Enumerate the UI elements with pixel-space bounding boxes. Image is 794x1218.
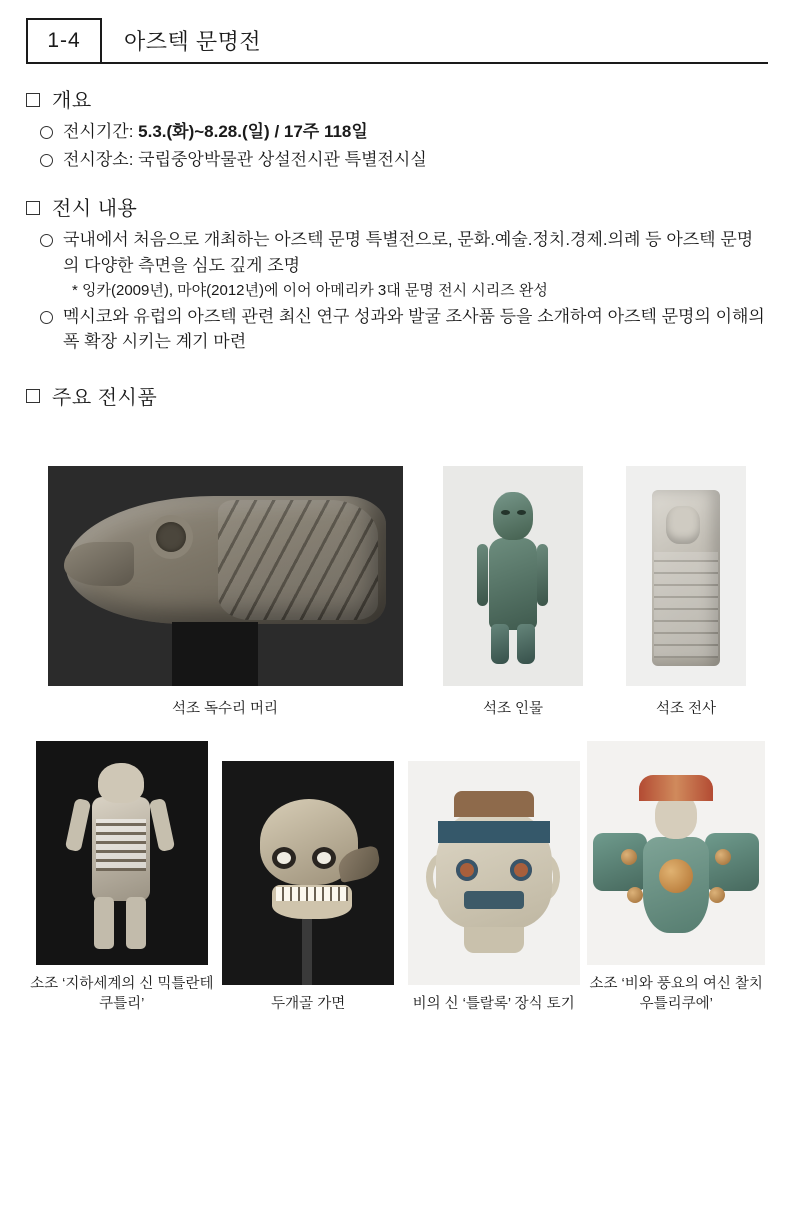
overview-section <box>26 84 768 172</box>
exhibits-section <box>26 381 768 410</box>
figure-caption: 석조 전사 <box>655 700 717 717</box>
mict-right-arm <box>149 798 175 852</box>
overview-heading-label: 개요 <box>52 90 92 112</box>
eagle-feather-texture <box>218 500 378 620</box>
eagle-mount-base <box>172 622 258 686</box>
figure-left-arm <box>477 544 488 606</box>
vessel-foot <box>464 927 524 953</box>
figure-stone-eagle-head <box>30 466 420 720</box>
list-item <box>40 227 768 278</box>
document-header <box>26 18 768 64</box>
vessel-decorative-band <box>438 821 550 843</box>
figure-left-leg <box>491 624 509 664</box>
square-bullet-icon <box>26 201 40 215</box>
mict-left-arm <box>65 798 91 852</box>
overview-list <box>26 119 768 172</box>
figure-left-eye <box>501 510 510 515</box>
figure-stone-warrior <box>606 466 766 720</box>
list-item <box>40 119 768 145</box>
chal-left-panel <box>593 833 647 891</box>
figure-caption: 석조 독수리 머리 <box>171 700 279 717</box>
eagle-eye-shape <box>156 522 186 552</box>
mict-head <box>98 763 144 803</box>
skull-display-stand <box>302 919 312 985</box>
tlaloc-right-eye <box>510 859 532 881</box>
figure-torso <box>489 538 537 630</box>
content-item-1: 국내에서 처음으로 개최하는 아즈텍 문명 특별전으로, 문화.예술.정치.경제.의례 등 아즈텍 문명의 다양한 측면을 심도 깊게 조명 <box>63 230 754 275</box>
stone-warrior-image <box>626 466 746 686</box>
overview-heading <box>26 84 768 113</box>
overview-venue-label: 전시장소: <box>63 149 139 169</box>
figure-caption: 석조 인물 <box>482 700 544 717</box>
section-number: 1-4 <box>26 18 102 64</box>
mictlantecuhtli-image <box>36 741 208 965</box>
content-list <box>26 227 768 355</box>
jade-figure-image <box>443 466 583 686</box>
figure-right-arm <box>537 544 548 606</box>
tlaloc-left-eye <box>456 859 478 881</box>
circle-bullet-icon <box>40 126 53 139</box>
figure-right-leg <box>517 624 535 664</box>
square-bullet-icon <box>26 389 40 403</box>
figure-skull-mask <box>214 761 403 1015</box>
overview-period-text <box>63 119 768 145</box>
chalchiuhtlicue-image <box>587 741 765 965</box>
mict-left-leg <box>94 897 114 949</box>
overview-period-label: 전시기간: <box>63 122 139 141</box>
tlaloc-vessel-image <box>408 761 580 985</box>
square-bullet-icon <box>26 93 40 107</box>
content-heading-label: 전시 내용 <box>52 198 138 220</box>
figure-caption: 소조 ‘비와 풍요의 여신 찰치우틀리쿠에’ <box>589 976 763 1012</box>
circle-bullet-icon <box>40 234 53 247</box>
exhibit-gallery <box>26 466 768 1015</box>
overview-venue-text <box>63 147 768 173</box>
content-item-2: 멕시코와 유럽의 아즈텍 관련 최신 연구 성과와 발굴 조사품 등을 소개하여 아즈텍 문명의 이해의 폭 확장 시키는 계기 마련 <box>63 306 765 352</box>
stone-eagle-head-image <box>48 466 403 686</box>
gallery-row-1 <box>26 466 768 720</box>
list-item <box>40 147 768 173</box>
overview-venue-value: 국립중앙박물관 상설전시관 특별전시실 <box>138 149 427 169</box>
figure-caption: 두개골 가면 <box>271 995 346 1012</box>
figure-jade-figure <box>420 466 606 720</box>
content-heading <box>26 192 768 221</box>
list-item <box>40 304 768 355</box>
mict-rib-texture <box>96 819 146 871</box>
skull-mask-image <box>222 761 394 985</box>
chal-headdress <box>639 775 713 801</box>
content-section <box>26 192 768 355</box>
exhibits-heading-label: 주요 전시품 <box>52 386 158 409</box>
page-title: 아즈텍 문명전 <box>124 28 262 54</box>
skull-teeth <box>276 887 348 901</box>
figure-head <box>493 492 533 540</box>
chal-ornament-dot <box>627 887 643 903</box>
overview-period-value: 5.3.(화)~8.28.(일) / 17주 118일 <box>138 122 368 141</box>
skull-right-eye <box>312 847 336 869</box>
figure-tlaloc-vessel <box>403 761 585 1015</box>
chal-right-panel <box>705 833 759 891</box>
header-title-container <box>102 18 768 64</box>
content-note-1: * 잉카(2009년), 마야(2012년)에 이어 아메리카 3대 문명 전시 시리즈 완성 <box>72 282 548 299</box>
figure-mictlantecuhtli <box>30 741 214 1014</box>
warrior-head-shape <box>666 506 700 544</box>
figure-caption: 비의 신 ‘틀랄록’ 장식 토기 <box>412 995 575 1012</box>
circle-bullet-icon <box>40 154 53 167</box>
exhibits-heading <box>26 381 768 410</box>
skull-left-eye <box>272 847 296 869</box>
eagle-beak-shape <box>64 542 134 586</box>
vessel-neck <box>454 791 534 817</box>
figure-caption: 소조 ‘지하세계의 신 믹틀란테쿠틀리’ <box>30 976 214 1012</box>
warrior-carving-texture <box>654 552 718 658</box>
mict-right-leg <box>126 897 146 949</box>
tlaloc-mouth <box>464 891 524 909</box>
figure-chalchiuhtlicue <box>584 741 768 1014</box>
circle-bullet-icon <box>40 311 53 324</box>
gallery-row-2 <box>26 741 768 1014</box>
figure-right-eye <box>517 510 526 515</box>
chal-ornament-dot <box>709 887 725 903</box>
